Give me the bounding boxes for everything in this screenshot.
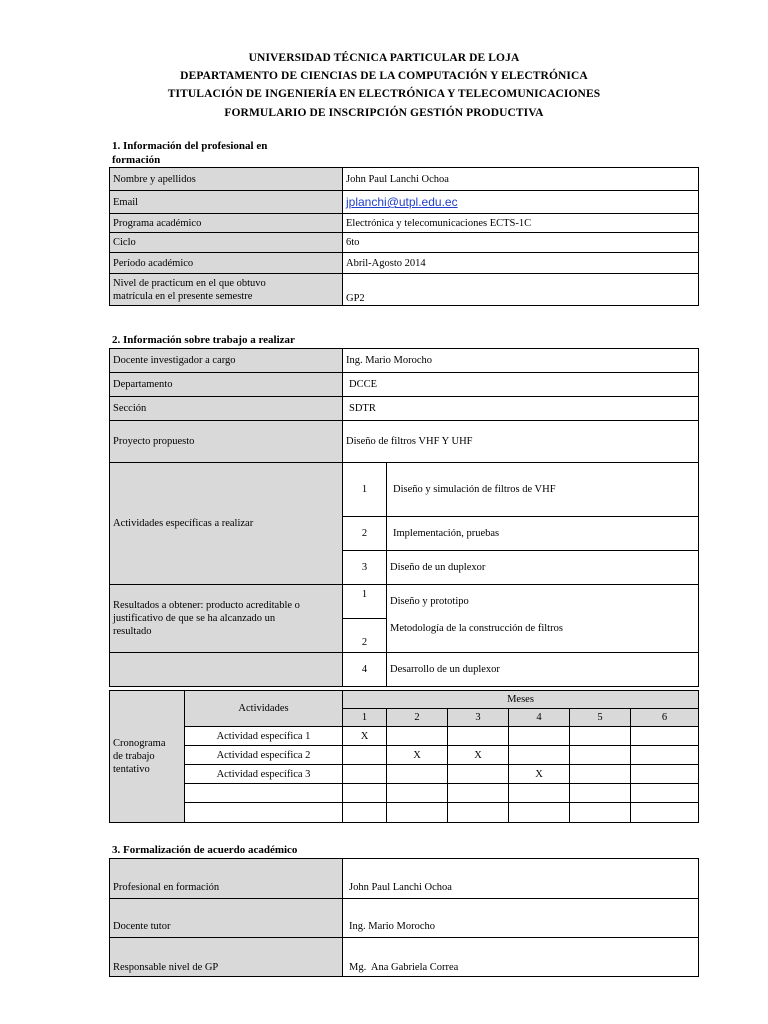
- table-row: [110, 765, 699, 784]
- trainee-label: Profesional en formación: [110, 859, 343, 899]
- section-value: SDTR: [343, 397, 699, 421]
- activity-number: 2: [343, 517, 387, 551]
- schedule-mark: [448, 765, 509, 784]
- tutor-label: Docente tutor: [110, 899, 343, 938]
- month-header: 1: [343, 709, 387, 727]
- results-label-line3: resultado: [113, 626, 152, 637]
- month-header: 6: [631, 709, 699, 727]
- degree-name: TITULACIÓN DE INGENIERÍA EN ELECTRÓNICA Y TELECOMUNICACIONES: [167, 88, 601, 100]
- schedule-label: [110, 691, 185, 823]
- form-title: FORMULARIO DE INSCRIPCIÓN GESTIÓN PRODUCTIVA: [224, 107, 544, 119]
- cycle-label: Ciclo: [110, 233, 343, 253]
- department-value: DCCE: [343, 373, 699, 397]
- schedule-empty-cell: [387, 803, 448, 823]
- schedule-empty-cell: [570, 784, 631, 803]
- section1-title: [112, 139, 267, 167]
- schedule-mark: [387, 727, 448, 746]
- month-header: 5: [570, 709, 631, 727]
- month-header: 2: [387, 709, 448, 727]
- schedule-mark: [509, 746, 570, 765]
- schedule-mark: X: [343, 727, 387, 746]
- schedule-mark: X: [387, 746, 448, 765]
- activity-number: 1: [343, 463, 387, 517]
- schedule-empty-cell: [185, 803, 343, 823]
- schedule-table: [109, 690, 699, 823]
- schedule-empty-cell: [631, 784, 699, 803]
- schedule-mark: [570, 765, 631, 784]
- advisor-label: Docente investigador a cargo: [110, 349, 343, 373]
- email-link[interactable]: jplanchi@utpl.edu.ec: [346, 195, 458, 209]
- schedule-mark: X: [448, 746, 509, 765]
- department-label: Departamento: [110, 373, 343, 397]
- schedule-mark: [631, 765, 699, 784]
- schedule-mark: [343, 765, 387, 784]
- table-row: [110, 938, 699, 977]
- email-cell: [343, 191, 699, 214]
- table-row: [110, 214, 699, 233]
- university-name: UNIVERSIDAD TÉCNICA PARTICULAR DE LOJA: [248, 52, 520, 64]
- email-label: Email: [110, 191, 343, 214]
- program-label: Programa académico: [110, 214, 343, 233]
- month-header: 3: [448, 709, 509, 727]
- practicum-level-label: [110, 274, 343, 306]
- schedule-empty-cell: [509, 784, 570, 803]
- section-label: Sección: [110, 397, 343, 421]
- activity-text: Implementación, pruebas: [387, 517, 699, 551]
- result-number: 1: [343, 585, 387, 619]
- tutor-value: Ing. Mario Morocho: [343, 899, 699, 938]
- period-value: Abril-Agosto 2014: [343, 253, 699, 274]
- program-value: Electrónica y telecomunicaciones ECTS-1C: [343, 214, 699, 233]
- section1-table: [109, 167, 699, 306]
- results-label-line2: justificativo de que se ha alcanzado un: [113, 613, 276, 624]
- activities-label: Actividades específicas a realizar: [110, 463, 343, 585]
- name-value: John Paul Lanchi Ochoa: [343, 168, 699, 191]
- schedule-mark: X: [509, 765, 570, 784]
- table-row: [110, 899, 699, 938]
- table-row: [110, 168, 699, 191]
- table-row: [110, 373, 699, 397]
- table-row: [110, 421, 699, 463]
- table-row: [110, 746, 699, 765]
- activities-header: Actividades: [185, 691, 343, 727]
- schedule-empty-cell: [185, 784, 343, 803]
- table-row: [110, 274, 699, 306]
- months-header: Meses: [343, 691, 699, 709]
- section2-table: [109, 348, 699, 687]
- schedule-mark: [631, 746, 699, 765]
- schedule-empty-cell: [448, 803, 509, 823]
- results-label-continuation: [110, 653, 343, 687]
- result-text: Diseño y prototipo: [387, 585, 699, 619]
- result-number: 4: [343, 653, 387, 687]
- schedule-empty-cell: [387, 784, 448, 803]
- gp-responsible-value: Mg. Ana Gabriela Correa: [343, 938, 699, 977]
- table-row: [110, 397, 699, 421]
- schedule-mark: [448, 727, 509, 746]
- table-row: [110, 463, 699, 517]
- table-row: [110, 727, 699, 746]
- schedule-empty-cell: [570, 803, 631, 823]
- schedule-empty-cell: [448, 784, 509, 803]
- schedule-empty-cell: [343, 784, 387, 803]
- result-text: Desarrollo de un duplexor: [387, 653, 699, 687]
- project-label: Proyecto propuesto: [110, 421, 343, 463]
- result-text: Metodología de la construcción de filtros: [387, 619, 699, 653]
- section2-title: 2. Información sobre trabajo a realizar: [112, 334, 295, 346]
- name-label: Nombre y apellidos: [110, 168, 343, 191]
- schedule-empty-cell: [631, 803, 699, 823]
- section1-title-line1: 1. Información del profesional en: [112, 140, 268, 152]
- schedule-mark: [343, 746, 387, 765]
- schedule-activity-name: Actividad específica 2: [185, 746, 343, 765]
- schedule-mark: [509, 727, 570, 746]
- schedule-activity-name: Actividad específica 1: [185, 727, 343, 746]
- period-label: Período académico: [110, 253, 343, 274]
- schedule-label-line2: de trabajo: [113, 751, 155, 762]
- table-row: [110, 859, 699, 899]
- gp-responsible-label: Responsable nivel de GP: [110, 938, 343, 977]
- results-label-line1: Resultados a obtener: producto acreditable o: [113, 600, 300, 611]
- schedule-mark: [570, 746, 631, 765]
- table-row: [110, 253, 699, 274]
- table-row: [110, 784, 699, 803]
- result-number: 2: [343, 619, 387, 653]
- results-label: [110, 585, 343, 653]
- month-header: 4: [509, 709, 570, 727]
- schedule-mark: [631, 727, 699, 746]
- advisor-value: Ing. Mario Morocho: [343, 349, 699, 373]
- schedule-label-line3: tentativo: [113, 764, 150, 775]
- cycle-value: 6to: [343, 233, 699, 253]
- table-row: [110, 803, 699, 823]
- schedule-mark: [387, 765, 448, 784]
- department-name: DEPARTAMENTO DE CIENCIAS DE LA COMPUTACIÓN Y ELECTRÓNICA: [180, 70, 588, 82]
- section1-title-line2: formación: [112, 154, 161, 166]
- table-row: [110, 585, 699, 619]
- schedule-empty-cell: [509, 803, 570, 823]
- practicum-level-label-line1: Nivel de practicum en el que obtuvo: [113, 277, 266, 289]
- activity-text: Diseño de un duplexor: [387, 551, 699, 585]
- table-row: [110, 233, 699, 253]
- practicum-level-value: GP2: [343, 274, 699, 306]
- table-row: [110, 349, 699, 373]
- section3-title: 3. Formalización de acuerdo académico: [112, 844, 298, 856]
- section3-table: [109, 858, 699, 977]
- schedule-label-line1: Cronograma: [113, 738, 166, 749]
- schedule-empty-cell: [343, 803, 387, 823]
- trainee-value: John Paul Lanchi Ochoa: [343, 859, 699, 899]
- project-value: Diseño de filtros VHF Y UHF: [343, 421, 699, 463]
- activity-text: Diseño y simulación de filtros de VHF: [387, 463, 699, 517]
- table-row: [110, 191, 699, 214]
- schedule-mark: [570, 727, 631, 746]
- table-row: [110, 691, 699, 709]
- activity-number: 3: [343, 551, 387, 585]
- table-row: [110, 653, 699, 687]
- schedule-activity-name: Actividad específica 3: [185, 765, 343, 784]
- practicum-level-label-line2: matrícula en el presente semestre: [113, 290, 253, 302]
